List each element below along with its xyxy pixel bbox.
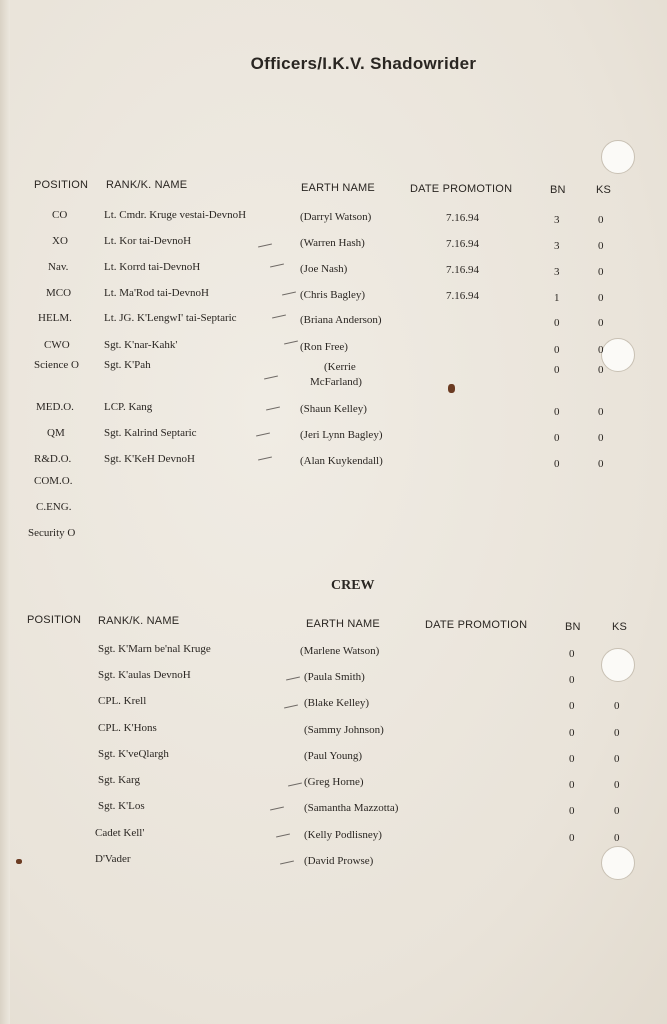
crew-bn: 0 (569, 753, 575, 765)
page-edge-shadow (0, 0, 10, 1024)
crew-rank-name: Sgt. K'aulas DevnoH (98, 669, 191, 681)
crew-earth-name: (Greg Horne) (304, 776, 364, 788)
crew-earth-name: (Paula Smith) (304, 671, 365, 683)
officer-bn: 0 (554, 317, 560, 329)
officer-bn: 0 (554, 458, 560, 470)
officer-date-promotion: 7.16.94 (446, 238, 479, 250)
officer-earth-name: (Kerrie (324, 361, 356, 373)
crew-title: CREW (331, 578, 375, 593)
officer-rank-name: Lt. Kor tai-DevnoH (104, 235, 192, 247)
crew-earth-name: (David Prowse) (304, 855, 374, 867)
crew-rank-name: Sgt. Karg (98, 774, 140, 786)
crew-rank-name: CPL. K'Hons (98, 722, 157, 734)
crew-ks: 0 (614, 832, 620, 844)
officer-rank-name: LCP. Kang (104, 401, 153, 413)
officer-ks: 0 (598, 344, 604, 356)
crew-earth-name: (Blake Kelley) (304, 697, 370, 709)
crew-rank-name: D'Vader (95, 853, 131, 865)
officer-position: R&D.O. (34, 453, 72, 465)
crew-ks: 0 (614, 700, 620, 712)
crew-bn: 0 (569, 674, 575, 686)
officer-rank-name: Sgt. K'KeH DevnoH (104, 453, 195, 465)
crew-ks: 0 (614, 805, 620, 817)
officer-earth-name: (Chris Bagley) (300, 289, 366, 301)
officer-earth-name: (Shaun Kelley) (300, 403, 367, 415)
binder-hole (601, 846, 635, 880)
crew-header-rank: RANK/K. NAME (98, 615, 180, 627)
crew-rank-name: Sgt. K'veQlargh (98, 748, 169, 760)
officer-bn: 3 (554, 240, 560, 252)
officer-ks: 0 (598, 240, 604, 252)
officer-rank-name: Sgt. K'nar-Kahk' (104, 339, 178, 351)
officer-rank-name: Sgt. K'Pah (104, 359, 151, 371)
officer-ks: 0 (598, 214, 604, 226)
page-title: Officers/I.K.V. Shadowrider (250, 54, 477, 73)
officer-position: CWO (44, 339, 70, 351)
crew-bn: 0 (569, 779, 575, 791)
officer-rank-name: Sgt. Kalrind Septaric (104, 427, 197, 439)
officer-ks: 0 (598, 317, 604, 329)
crew-header-bn: BN (565, 621, 581, 633)
officer-earth-name-cont: McFarland) (310, 376, 362, 388)
officer-position: HELM. (38, 312, 72, 324)
officer-position: Nav. (48, 261, 69, 273)
officer-bn: 0 (554, 364, 560, 376)
binder-hole (601, 338, 635, 372)
officer-date-promotion: 7.16.94 (446, 290, 479, 302)
header-earth-name: EARTH NAME (301, 182, 375, 194)
officer-rank-name: Lt. JG. K'LengwI' tai-Septaric (104, 312, 237, 324)
crew-bn: 0 (569, 648, 575, 660)
crew-header-date-promotion: DATE PROMOTION (425, 619, 528, 631)
crew-bn: 0 (569, 832, 575, 844)
officer-ks: 0 (598, 266, 604, 278)
officer-earth-name: (Darryl Watson) (300, 211, 372, 223)
officer-rank-name: Lt. Korrd tai-DevnoH (104, 261, 201, 273)
officer-bn: 0 (554, 344, 560, 356)
officer-ks: 0 (598, 432, 604, 444)
officer-rank-name: Lt. Ma'Rod tai-DevnoH (104, 287, 209, 299)
officer-earth-name: (Ron Free) (300, 341, 348, 353)
crew-rank-name: Cadet Kell' (95, 827, 145, 839)
crew-header-ks: KS (612, 621, 628, 633)
crew-bn: 0 (569, 727, 575, 739)
officer-position: COM.O. (34, 475, 73, 487)
officer-bn: 3 (554, 214, 560, 226)
officer-rank-name: Lt. Cmdr. Kruge vestai-DevnoH (104, 209, 247, 221)
crew-earth-name: (Kelly Podlisney) (304, 829, 382, 841)
officer-position: MED.O. (36, 401, 74, 413)
officer-earth-name: (Alan Kuykendall) (300, 455, 383, 467)
ink-blot (16, 859, 22, 864)
officer-bn: 1 (554, 292, 560, 304)
officer-earth-name: (Joe Nash) (300, 263, 348, 275)
binder-hole (601, 648, 635, 682)
officer-earth-name: (Jeri Lynn Bagley) (300, 429, 383, 441)
officer-position: QM (47, 427, 65, 439)
officer-ks: 0 (598, 364, 604, 376)
header-date-promotion: DATE PROMOTION (410, 183, 513, 195)
crew-ks: 0 (614, 753, 620, 765)
officer-earth-name: (Briana Anderson) (300, 314, 382, 326)
crew-bn: 0 (569, 805, 575, 817)
crew-ks: 0 (614, 779, 620, 791)
crew-rank-name: CPL. Krell (98, 695, 147, 707)
crew-rank-name: Sgt. K'Marn be'nal Kruge (98, 643, 211, 655)
crew-earth-name: (Samantha Mazzotta) (304, 802, 399, 814)
officer-bn: 0 (554, 406, 560, 418)
officer-position: Science O (34, 359, 79, 371)
header-rank: RANK/K. NAME (106, 179, 188, 191)
crew-earth-name: (Sammy Johnson) (304, 724, 384, 736)
officer-date-promotion: 7.16.94 (446, 212, 479, 224)
officer-position: XO (52, 235, 68, 247)
header-ks: KS (596, 184, 612, 196)
crew-rank-name: Sgt. K'Los (98, 800, 145, 812)
officer-position: CO (52, 209, 68, 221)
ink-blot (448, 384, 455, 393)
crew-header-position: POSITION (27, 614, 82, 626)
binder-hole (601, 140, 635, 174)
crew-ks: 0 (614, 727, 620, 739)
header-position: POSITION (34, 179, 89, 191)
crew-bn: 0 (569, 700, 575, 712)
officer-bn: 0 (554, 432, 560, 444)
officer-date-promotion: 7.16.94 (446, 264, 479, 276)
crew-header-earth-name: EARTH NAME (306, 618, 380, 630)
officer-position: Security O (28, 527, 76, 539)
officer-ks: 0 (598, 292, 604, 304)
officer-ks: 0 (598, 406, 604, 418)
crew-earth-name: (Marlene Watson) (300, 645, 380, 657)
officer-position: C.ENG. (36, 501, 72, 513)
officer-ks: 0 (598, 458, 604, 470)
officer-earth-name: (Warren Hash) (300, 237, 365, 249)
officer-position: MCO (46, 287, 72, 299)
officer-bn: 3 (554, 266, 560, 278)
crew-earth-name: (Paul Young) (304, 750, 363, 762)
header-bn: BN (550, 184, 566, 196)
